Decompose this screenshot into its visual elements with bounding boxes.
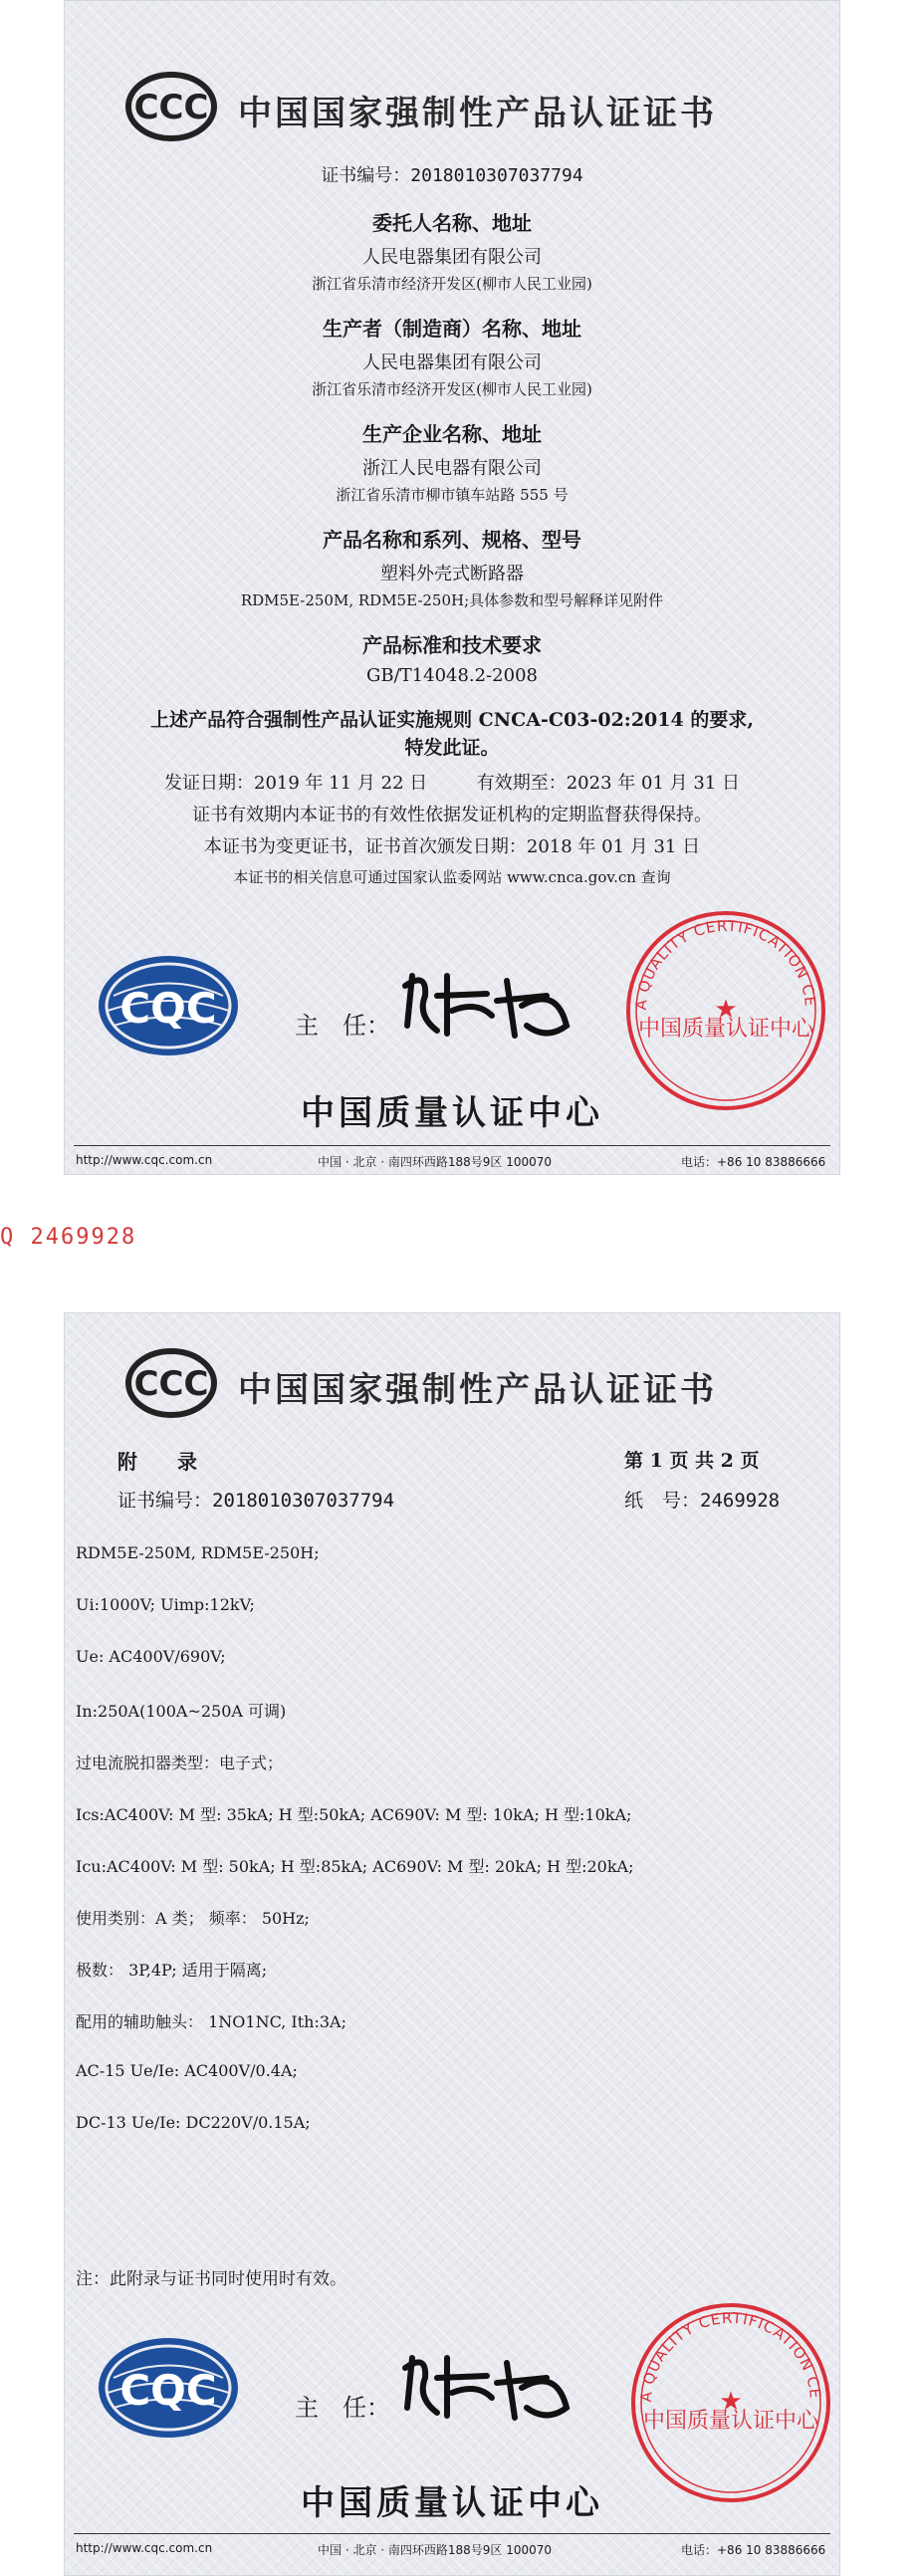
param-line: RDM5E-250M, RDM5E-250H; (76, 1543, 320, 1562)
factory-name: 浙江人民电器有限公司 (362, 458, 542, 479)
cqc-logo-icon (94, 2333, 243, 2443)
footer-divider (74, 1145, 830, 1146)
svg-text:★: ★ (719, 2387, 743, 2417)
svg-text:中国质量认证中心: 中国质量认证中心 (642, 2409, 819, 2434)
factory-address: 浙江省乐清市柳市镇车站路 555 号 (336, 486, 569, 504)
footer-url[interactable]: http://www.cqc.com.cn (76, 1153, 213, 1167)
applicant-name: 人民电器集团有限公司 (362, 247, 542, 268)
footer-address: 中国 · 北京 · 南四环西路188号9区 100070 (318, 2543, 553, 2557)
standard-label: 产品标准和技术要求 (362, 633, 542, 657)
param-line: 配用的辅助触头： 1NO1NC, Ith:3A; (76, 2012, 346, 2031)
product-label: 产品名称和系列、规格、型号 (323, 528, 581, 552)
svg-text:中国质量认证中心: 中国质量认证中心 (637, 1017, 814, 1042)
svg-text:CQC: CQC (119, 984, 217, 1033)
svg-text:CHINA QUALITY CERTIFICATION CE: A QUALITY CERTIFICATION CE (631, 916, 820, 1011)
annex-label: 附 录 (117, 1450, 197, 1474)
footer-url[interactable]: http://www.cqc.com.cn (76, 2541, 213, 2555)
footer-phone: 电话：+86 10 83886666 (681, 2543, 826, 2557)
director-label: 主 任： (295, 2394, 390, 2422)
param-line: Ics:AC400V: M 型: 35kA; H 型:50kA; AC690V: M 型: 10kA; H 型:10kA; (76, 1805, 632, 1824)
product-models: RDM5E-250M, RDM5E-250H;具体参数和型号解释详见附件 (240, 591, 664, 609)
manufacturer-address: 浙江省乐清市经济开发区(柳市人民工业园) (312, 380, 592, 398)
standard-value: GB/T14048.2-2008 (365, 665, 538, 686)
param-line: 使用类别：A 类； 频率： 50Hz; (76, 1909, 310, 1928)
annex-cert-number: 证书编号：2018010307037794 (117, 1490, 395, 1512)
param-line: Icu:AC400V: M 型: 50kA; H 型:85kA; AC690V: M 型: 20kA; H 型:20kA; (76, 1857, 634, 1876)
director-signature-icon (397, 956, 586, 1046)
svg-text:CCC: CCC (133, 88, 209, 127)
certificate-title: 中国国家强制性产品认证证书 (238, 94, 717, 133)
footer-address: 中国 · 北京 · 南四环西路188号9区 100070 (318, 1155, 553, 1169)
center-name: 中国质量认证中心 (301, 1093, 603, 1133)
director-signature-icon (397, 2338, 586, 2428)
certificate-page-2-annex (64, 1312, 840, 2576)
svg-text:CCC: CCC (133, 1364, 209, 1404)
cert-number: 证书编号：2018010307037794 (321, 165, 583, 186)
factory-label: 生产企业名称、地址 (362, 422, 542, 446)
change-certificate-note: 本证书为变更证书，证书首次颁发日期：2018 年 01 月 31 日 (203, 836, 701, 857)
issue-validity-dates: 发证日期：2019 年 11 月 22 日 有效期至：2023 年 01 月 31 日 (164, 773, 740, 794)
validity-note: 证书有效期内本证书的有效性依据发证机构的定期监督获得保持。 (192, 805, 712, 825)
param-line: 过电流脱扣器类型：电子式； (76, 1754, 284, 1772)
cqc-logo-icon (94, 951, 243, 1060)
param-line: DC-13 Ue/Ie: DC220V/0.15A; (76, 2113, 311, 2132)
param-line: AC-15 Ue/Ie: AC400V/0.4A; (76, 2061, 298, 2080)
certification-seal-icon (621, 906, 830, 1115)
director-label: 主 任： (295, 1012, 390, 1040)
param-line: Ue: AC400V/690V; (76, 1647, 226, 1666)
center-name: 中国质量认证中心 (301, 2483, 603, 2523)
ccc-logo-icon (125, 72, 217, 141)
applicant-label: 委托人名称、地址 (372, 211, 532, 235)
certificate-title: 中国国家强制性产品认证证书 (238, 1370, 717, 1410)
query-note: 本证书的相关信息可通过国家认监委网站 www.cnca.gov.cn 查询 (233, 868, 671, 886)
param-line: 极数： 3P,4P; 适用于隔离; (76, 1961, 268, 1980)
param-line: In:250A(100A~250A 可调) (76, 1702, 287, 1721)
product-name: 塑料外壳式断路器 (380, 564, 524, 585)
svg-text:★: ★ (714, 995, 738, 1025)
applicant-address: 浙江省乐清市经济开发区(柳市人民工业园) (312, 275, 592, 293)
annex-note: 注：此附录与证书同时使用时有效。 (76, 2269, 346, 2289)
footer-phone: 电话：+86 10 83886666 (681, 1155, 826, 1169)
svg-text:CHINA QUALITY CERTIFICATION CE: A QUALITY CERTIFICATION CE (636, 2308, 825, 2403)
svg-text:CQC: CQC (119, 2366, 217, 2415)
manufacturer-label: 生产者（制造商）名称、地址 (323, 317, 581, 341)
conformity-statement: 上述产品符合强制性产品认证实施规则 CNCA-C03-02:2014 的要求, (150, 709, 754, 731)
serial-number: Q 2469928 (0, 1225, 137, 1250)
footer-divider (74, 2533, 830, 2534)
certificate-page-1 (64, 0, 840, 1175)
page-info: 第 1 页 共 2 页 (624, 1450, 760, 1472)
manufacturer-name: 人民电器集团有限公司 (362, 352, 542, 373)
param-line: Ui:1000V; Uimp:12kV; (76, 1595, 255, 1614)
paper-number: 纸 号：2469928 (624, 1490, 781, 1512)
ccc-logo-icon (125, 1348, 217, 1418)
conformity-statement-end: 特发此证。 (404, 737, 500, 759)
